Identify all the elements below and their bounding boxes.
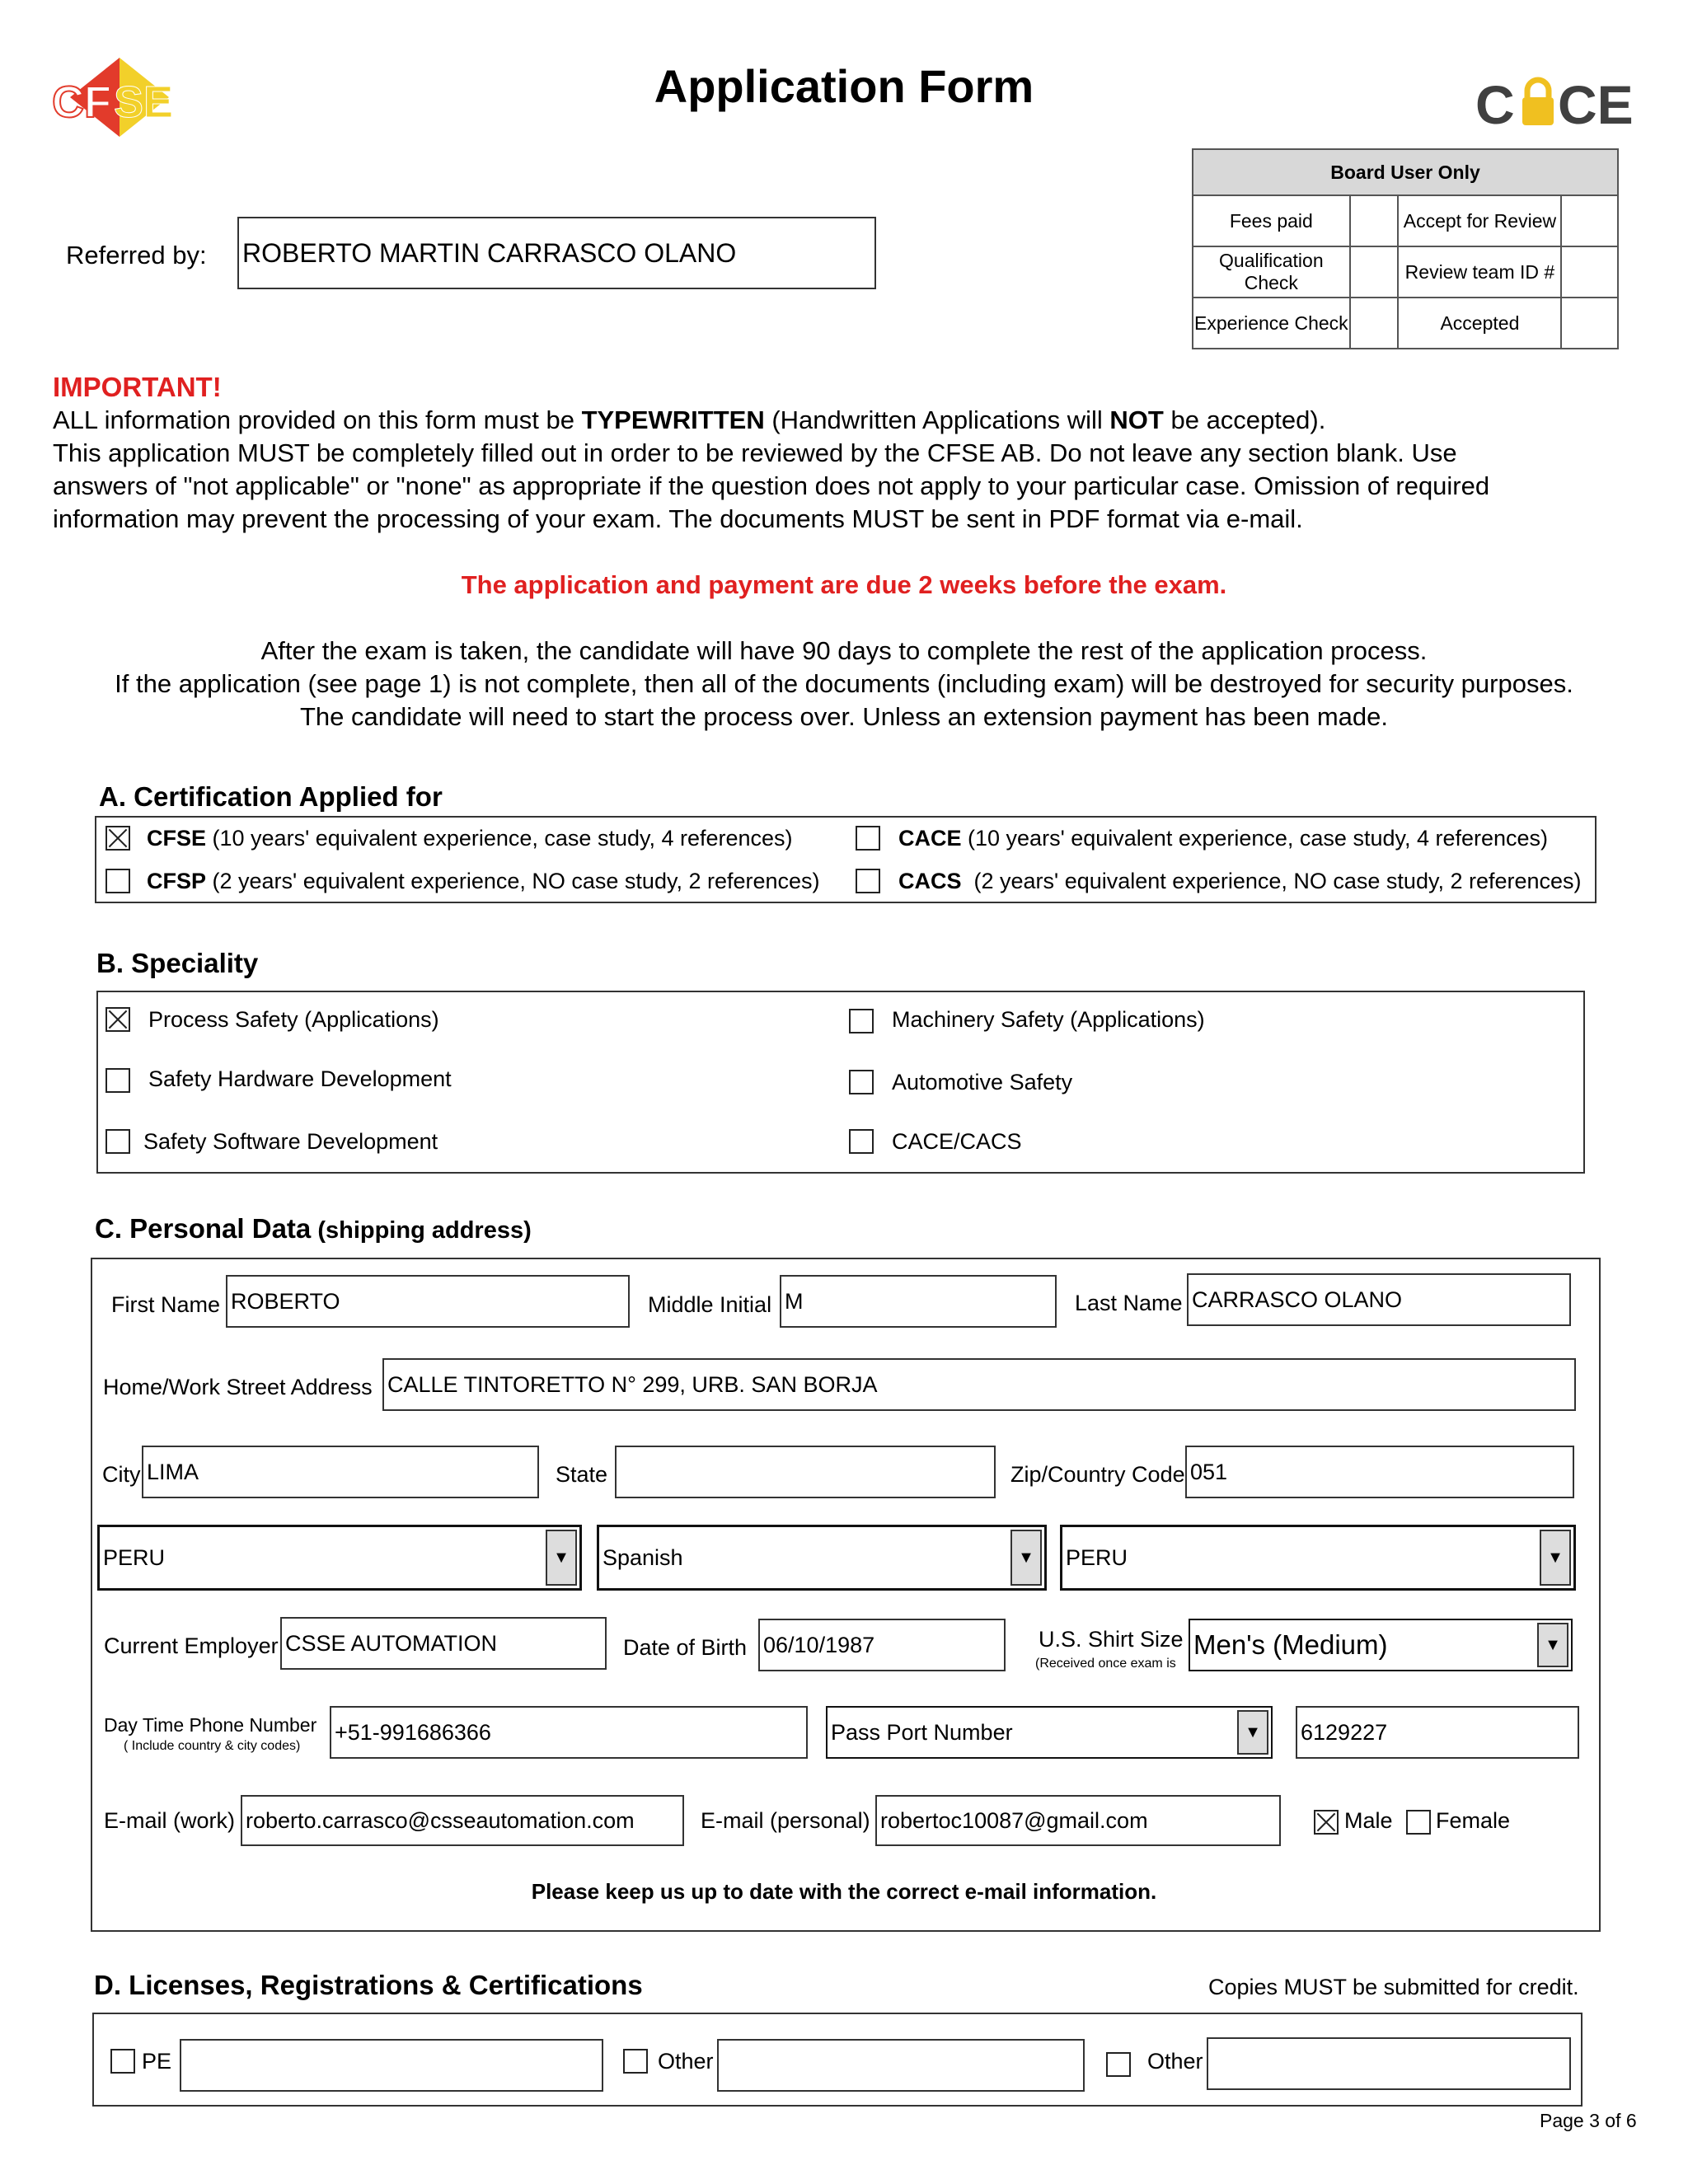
cert-code: CFSE	[147, 826, 207, 851]
city-field[interactable]: LIMA	[142, 1446, 539, 1498]
process-safety-checkbox[interactable]	[106, 1007, 130, 1032]
other2-field[interactable]	[1207, 2037, 1571, 2090]
board-check-cell[interactable]	[1350, 195, 1399, 246]
phone-note: ( Include country & city codes)	[124, 1739, 301, 1753]
board-check-cell[interactable]	[1561, 195, 1618, 246]
speciality-label: Safety Software Development	[143, 1129, 438, 1154]
board-cell: Review team ID #	[1398, 246, 1561, 298]
dob-label: Date of Birth	[623, 1635, 748, 1660]
after-exam-line: The candidate will need to start the process over. Unless an extension payment has been made.	[300, 702, 1388, 731]
board-check-cell[interactable]	[1350, 246, 1399, 298]
zip-field[interactable]: 051	[1185, 1446, 1574, 1498]
pe-field[interactable]	[180, 2039, 603, 2092]
notice-bold: NOT	[1109, 405, 1164, 434]
cfsp-checkbox[interactable]	[106, 869, 130, 893]
female-checkbox[interactable]	[1406, 1810, 1431, 1835]
cert-code: CFSP	[147, 869, 207, 893]
safety-software-checkbox[interactable]	[106, 1129, 130, 1154]
cert-desc: (10 years' equivalent experience, case study, 4 references)	[206, 826, 793, 851]
other1-checkbox[interactable]	[623, 2049, 648, 2074]
board-heading: Board User Only	[1193, 149, 1618, 195]
board-check-cell[interactable]	[1350, 298, 1399, 349]
country-select[interactable]	[97, 1525, 582, 1591]
board-cell: Accepted	[1398, 298, 1561, 349]
svg-text:CF: CF	[52, 77, 111, 127]
dropdown-arrow-icon[interactable]: ▼	[1010, 1530, 1042, 1586]
speciality-label: CACE/CACS	[892, 1129, 1022, 1154]
other2-label: Other	[1147, 2049, 1203, 2074]
middle-initial-label: Middle Initial	[648, 1292, 772, 1317]
board-cell: Fees paid	[1193, 195, 1350, 246]
street-field[interactable]: CALLE TINTORETTO N° 299, URB. SAN BORJA	[382, 1358, 1576, 1411]
dropdown-arrow-icon[interactable]: ▼	[546, 1530, 577, 1586]
other1-field[interactable]	[717, 2039, 1085, 2092]
language-select[interactable]	[597, 1525, 1047, 1591]
cert-desc: (2 years' equivalent experience, NO case study, 2 references)	[206, 869, 820, 893]
phone-field[interactable]: +51-991686366	[330, 1706, 808, 1759]
section-d-title: D. Licenses, Registrations & Certifications	[94, 1970, 643, 2000]
city-label: City	[102, 1462, 141, 1487]
cert-desc: (2 years' equivalent experience, NO case study, 2 references)	[961, 869, 1582, 893]
notice-text: ALL information provided on this form must be	[53, 405, 582, 434]
country-value: PERU	[103, 1544, 166, 1570]
notice-line: This application MUST be completely filled out in order to be reviewed by the CFSE AB. Do not leave any section blank. Use	[53, 438, 1457, 467]
cfsp-option	[147, 869, 820, 894]
first-name-field[interactable]: ROBERTO	[226, 1275, 630, 1328]
svg-text:SE: SE	[114, 77, 174, 127]
after-exam-line: If the application (see page 1) is not complete, then all of the documents (including exam) will be destroyed for security purposes.	[115, 669, 1573, 698]
section-c-title	[95, 1213, 532, 1244]
male-label: Male	[1344, 1808, 1393, 1833]
section-c-heading: C. Personal Data	[95, 1213, 312, 1244]
shirt-size-value: Men's (Medium)	[1193, 1629, 1388, 1660]
cace-cacs-checkbox[interactable]	[849, 1129, 874, 1154]
page-title: Application Form	[654, 60, 1034, 112]
language-value: Spanish	[603, 1544, 683, 1570]
id-type-value: Pass Port Number	[831, 1719, 1013, 1745]
after-exam-line: After the exam is taken, the candidate will have 90 days to complete the rest of the application process.	[260, 636, 1428, 665]
first-name-label: First Name	[111, 1292, 221, 1317]
safety-hardware-checkbox[interactable]	[106, 1068, 130, 1093]
shirt-size-select[interactable]	[1189, 1619, 1573, 1671]
cfse-option	[147, 826, 793, 851]
last-name-field[interactable]: CARRASCO OLANO	[1187, 1273, 1571, 1326]
zip-label: Zip/Country Code	[1010, 1462, 1185, 1487]
last-name-label: Last Name	[1075, 1291, 1183, 1315]
referred-by-label: Referred by:	[66, 241, 207, 269]
svg-text:C: C	[1475, 74, 1515, 132]
page-number: Page 3 of 6	[1540, 2110, 1637, 2131]
typewritten-notice	[53, 404, 1325, 437]
shirt-size-note: (Received once exam is	[1035, 1657, 1176, 1671]
board-cell: Accept for Review	[1398, 195, 1561, 246]
cert-code: CACE	[898, 826, 962, 851]
cfse-checkbox[interactable]	[106, 826, 130, 851]
male-checkbox[interactable]	[1314, 1810, 1339, 1835]
speciality-label: Automotive Safety	[892, 1070, 1073, 1094]
pe-checkbox[interactable]	[110, 2049, 135, 2074]
dropdown-arrow-icon[interactable]: ▼	[1537, 1623, 1568, 1667]
notice-text: be accepted).	[1163, 405, 1326, 434]
board-check-cell[interactable]	[1561, 298, 1618, 349]
other1-label: Other	[658, 2049, 714, 2074]
automotive-safety-checkbox[interactable]	[849, 1070, 874, 1094]
cert-desc: (10 years' equivalent experience, case study, 4 references)	[961, 826, 1549, 851]
board-cell: Qualification Check	[1193, 246, 1350, 298]
state-label: State	[556, 1462, 608, 1487]
section-a-title: A. Certification Applied for	[99, 781, 443, 812]
cacs-checkbox[interactable]	[856, 869, 880, 893]
cace-option	[898, 826, 1548, 851]
shirt-size-label: U.S. Shirt Size	[1039, 1627, 1184, 1652]
id-type-select[interactable]	[826, 1706, 1273, 1759]
speciality-label: Machinery Safety (Applications)	[892, 1007, 1205, 1032]
board-check-cell[interactable]	[1561, 246, 1618, 298]
cert-code: CACS	[898, 869, 962, 893]
email-work-field[interactable]: roberto.carrasco@csseautomation.com	[241, 1795, 684, 1846]
speciality-label: Safety Hardware Development	[148, 1066, 452, 1091]
important-heading: IMPORTANT!	[53, 372, 222, 402]
dob-field[interactable]: 06/10/1987	[758, 1619, 1006, 1671]
notice-bold: TYPEWRITTEN	[581, 405, 765, 434]
notice-text: (Handwritten Applications will	[764, 405, 1110, 434]
passport-number-field[interactable]: 6129227	[1296, 1706, 1579, 1759]
machinery-safety-checkbox[interactable]	[849, 1009, 874, 1033]
copies-note: Copies MUST be submitted for credit.	[1208, 1975, 1579, 1999]
street-label: Home/Work Street Address	[103, 1375, 373, 1399]
section-b-title: B. Speciality	[96, 948, 259, 978]
referred-by-field[interactable]: ROBERTO MARTIN CARRASCO OLANO	[237, 217, 876, 289]
pe-label: PE	[142, 2049, 172, 2074]
nationality-select[interactable]	[1060, 1525, 1576, 1591]
female-label: Female	[1436, 1808, 1511, 1833]
dropdown-arrow-icon[interactable]: ▼	[1540, 1530, 1571, 1586]
email-personal-label: E-mail (personal)	[701, 1808, 870, 1833]
dropdown-arrow-icon[interactable]: ▼	[1237, 1710, 1268, 1755]
employer-field[interactable]: CSSE AUTOMATION	[280, 1617, 607, 1670]
employer-label: Current Employer	[104, 1633, 279, 1658]
email-work-label: E-mail (work)	[104, 1808, 235, 1833]
middle-initial-field[interactable]: M	[780, 1275, 1057, 1328]
board-cell: Experience Check	[1193, 298, 1350, 349]
board-user-only-table	[1192, 148, 1619, 349]
keep-email-note: Please keep us up to date with the correct e-mail information.	[531, 1879, 1157, 1904]
due-notice: The application and payment are due 2 weeks before the exam.	[461, 570, 1227, 599]
cace-checkbox[interactable]	[856, 826, 880, 851]
phone-label: Day Time Phone Number	[104, 1714, 317, 1736]
section-c-subtitle: (shipping address)	[311, 1217, 532, 1244]
state-field[interactable]	[615, 1446, 996, 1498]
nationality-value: PERU	[1066, 1544, 1128, 1570]
other2-checkbox[interactable]	[1106, 2052, 1131, 2077]
speciality-label: Process Safety (Applications)	[148, 1007, 439, 1032]
notice-line: answers of "not applicable" or "none" as appropriate if the question does not apply to your particular case. Omission of required	[53, 471, 1490, 500]
svg-text:CE: CE	[1558, 74, 1634, 132]
email-personal-field[interactable]: robertoc10087@gmail.com	[875, 1795, 1281, 1846]
cacs-option	[898, 869, 1582, 894]
notice-line: information may prevent the processing of your exam. The documents MUST be sent in PDF format via e-mail.	[53, 504, 1303, 533]
